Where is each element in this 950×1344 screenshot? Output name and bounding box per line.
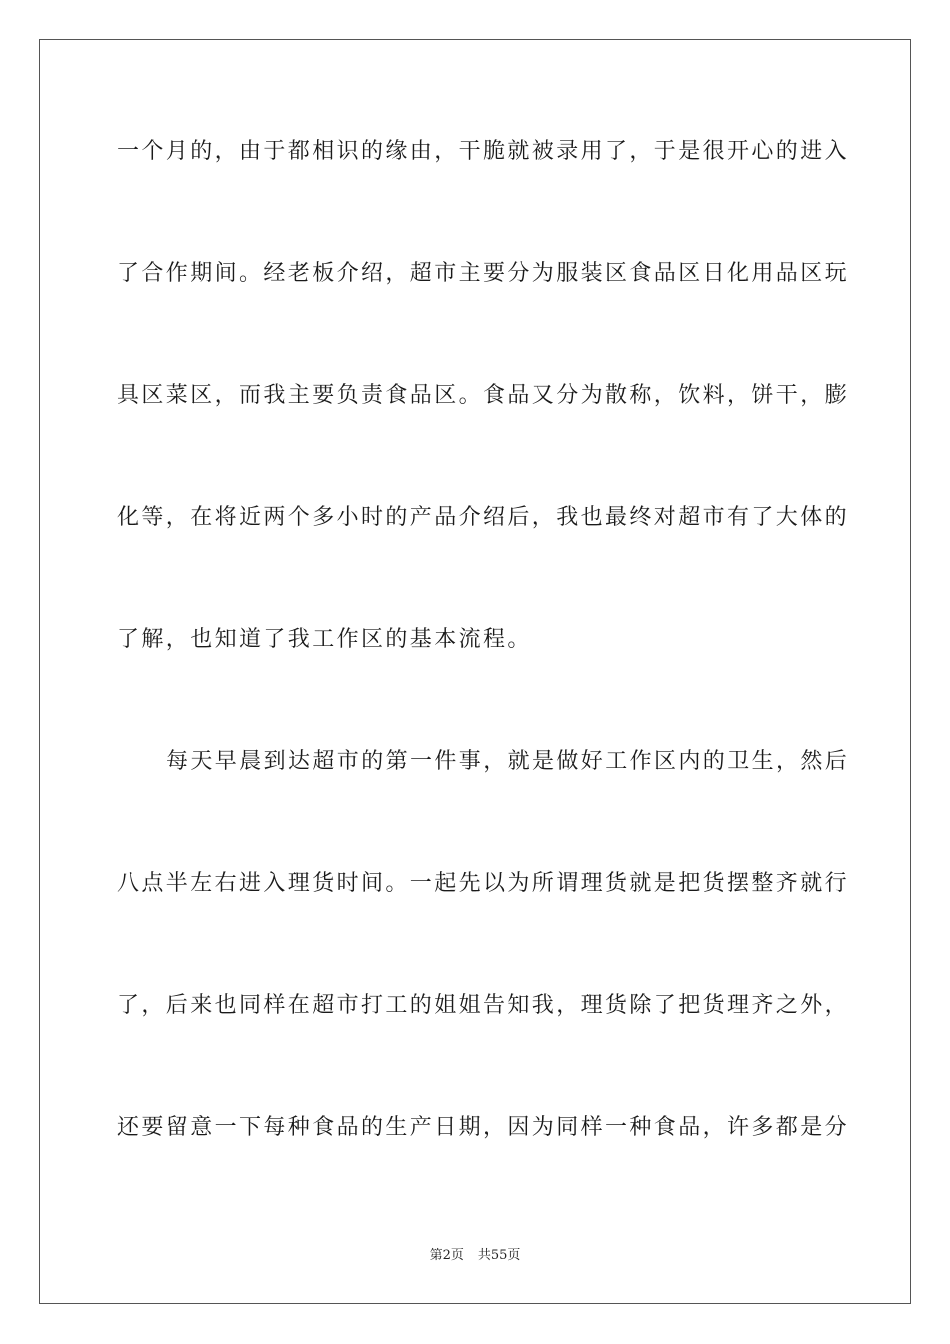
page-total: 共55页	[477, 1248, 521, 1263]
text-line: 了合作期间。经老板介绍，超市主要分为服装区食品区日化用品区玩	[117, 261, 850, 286]
text-line: 了，后来也同样在超市打工的姐姐告知我，理货除了把货理齐之外，	[117, 993, 850, 1018]
text-line: 具区菜区，而我主要负责食品区。食品又分为散称，饮料，饼干，膨	[117, 383, 850, 408]
text-line: 还要留意一下每种食品的生产日期，因为同样一种食品，许多都是分	[117, 1115, 850, 1140]
text-line: 了解，也知道了我工作区的基本流程。	[117, 627, 532, 652]
text-line-indented: 每天早晨到达超市的第一件事，就是做好工作区内的卫生，然后	[166, 749, 850, 774]
text-line: 八点半左右进入理货时间。一起先以为所谓理货就是把货摆整齐就行	[117, 871, 850, 896]
page-footer	[0, 1247, 950, 1265]
text-line: 一个月的，由于都相识的缘由，干脆就被录用了，于是很开心的进入	[117, 139, 850, 164]
text-line: 化等，在将近两个多小时的产品介绍后，我也最终对超市有了大体的	[117, 505, 850, 530]
page-number: 第2页	[429, 1248, 464, 1263]
